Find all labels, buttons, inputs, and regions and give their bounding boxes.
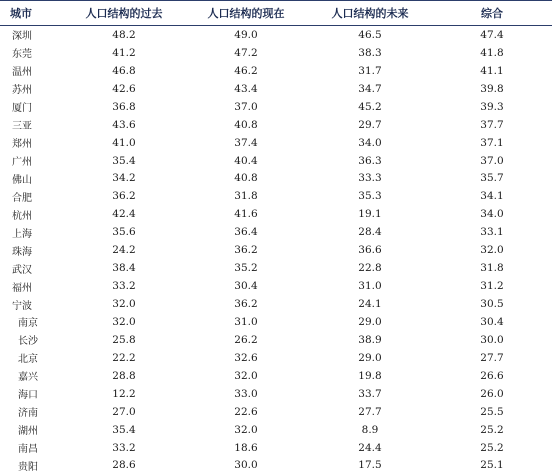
table-row xyxy=(0,439,552,457)
city-cell: 南京 xyxy=(18,318,38,330)
present-cell: 43.4 xyxy=(234,82,258,95)
city-cell: 郑州 xyxy=(12,139,32,151)
present-cell: 46.2 xyxy=(234,64,258,77)
future-cell: 33.3 xyxy=(358,172,382,185)
future-cell: 34.0 xyxy=(358,136,382,149)
table-row xyxy=(0,385,552,403)
overall-cell: 30.0 xyxy=(480,333,504,346)
past-cell: 27.0 xyxy=(112,405,136,418)
future-cell: 28.4 xyxy=(358,226,382,239)
header-past: 人口结构的过去 xyxy=(64,1,184,26)
table-row xyxy=(0,259,552,277)
overall-cell: 31.8 xyxy=(480,262,504,275)
header-future: 人口结构的未来 xyxy=(308,1,432,26)
city-cell: 湖州 xyxy=(18,426,38,438)
city-cell: 珠海 xyxy=(12,246,32,258)
city-cell: 三亚 xyxy=(12,121,32,133)
overall-cell: 32.0 xyxy=(480,244,504,257)
overall-cell: 33.1 xyxy=(480,226,504,239)
city-cell: 合肥 xyxy=(12,192,32,204)
table-row xyxy=(0,349,552,367)
past-cell: 35.4 xyxy=(112,423,136,436)
table-row xyxy=(0,403,552,421)
city-cell: 温州 xyxy=(12,67,32,79)
table-row xyxy=(0,26,552,44)
table-row xyxy=(0,62,552,80)
present-cell: 31.0 xyxy=(234,315,258,328)
table-row xyxy=(0,241,552,259)
table-row xyxy=(0,223,552,241)
city-cell: 苏州 xyxy=(12,85,32,97)
present-cell: 40.4 xyxy=(234,154,258,167)
overall-cell: 39.8 xyxy=(480,82,504,95)
city-cell: 嘉兴 xyxy=(18,372,38,384)
present-cell: 41.6 xyxy=(234,208,258,221)
past-cell: 33.2 xyxy=(112,280,136,293)
city-cell: 厦门 xyxy=(12,103,32,115)
table-row xyxy=(0,134,552,152)
future-cell: 46.5 xyxy=(358,28,382,41)
overall-cell: 30.5 xyxy=(480,298,504,311)
past-cell: 28.6 xyxy=(112,459,136,472)
future-cell: 22.8 xyxy=(358,262,382,275)
header-row xyxy=(0,1,552,26)
present-cell: 37.0 xyxy=(234,100,258,113)
header-overall: 综合 xyxy=(432,1,552,26)
future-cell: 38.3 xyxy=(358,46,382,59)
future-cell: 17.5 xyxy=(358,459,382,472)
city-cell: 长沙 xyxy=(18,336,38,348)
present-cell: 32.0 xyxy=(234,423,258,436)
past-cell: 25.8 xyxy=(112,333,136,346)
city-cell: 贵阳 xyxy=(18,461,38,473)
table-row xyxy=(0,277,552,295)
overall-cell: 25.2 xyxy=(480,441,504,454)
past-cell: 38.4 xyxy=(112,262,136,275)
past-cell: 28.8 xyxy=(112,369,136,382)
overall-cell: 39.3 xyxy=(480,100,504,113)
present-cell: 47.2 xyxy=(234,46,258,59)
past-cell: 48.2 xyxy=(112,28,136,41)
past-cell: 33.2 xyxy=(112,441,136,454)
table-header xyxy=(0,1,552,26)
past-cell: 36.2 xyxy=(112,190,136,203)
future-cell: 36.6 xyxy=(358,244,382,257)
table-row xyxy=(0,367,552,385)
future-cell: 45.2 xyxy=(358,100,382,113)
present-cell: 26.2 xyxy=(234,333,258,346)
future-cell: 19.1 xyxy=(358,208,382,221)
city-cell: 广州 xyxy=(12,157,32,169)
city-cell: 宁波 xyxy=(12,300,32,312)
table-row xyxy=(0,44,552,62)
city-cell: 海口 xyxy=(18,390,38,402)
table-row xyxy=(0,457,552,474)
overall-cell: 37.7 xyxy=(480,118,504,131)
future-cell: 24.1 xyxy=(358,298,382,311)
future-cell: 24.4 xyxy=(358,441,382,454)
present-cell: 30.0 xyxy=(234,459,258,472)
past-cell: 35.6 xyxy=(112,226,136,239)
overall-cell: 34.1 xyxy=(480,190,504,203)
present-cell: 36.4 xyxy=(234,226,258,239)
present-cell: 37.4 xyxy=(234,136,258,149)
future-cell: 29.0 xyxy=(358,315,382,328)
overall-cell: 41.8 xyxy=(480,46,504,59)
overall-cell: 35.7 xyxy=(480,172,504,185)
future-cell: 38.9 xyxy=(358,333,382,346)
past-cell: 42.6 xyxy=(112,82,136,95)
past-cell: 42.4 xyxy=(112,208,136,221)
present-cell: 36.2 xyxy=(234,244,258,257)
header-city: 城市 xyxy=(0,1,64,26)
table-row xyxy=(0,295,552,313)
table-row xyxy=(0,98,552,116)
present-cell: 22.6 xyxy=(234,405,258,418)
table-row xyxy=(0,116,552,134)
future-cell: 8.9 xyxy=(361,423,379,436)
overall-cell: 30.4 xyxy=(480,315,504,328)
future-cell: 29.0 xyxy=(358,351,382,364)
overall-cell: 47.4 xyxy=(480,28,504,41)
past-cell: 41.0 xyxy=(112,136,136,149)
city-cell: 杭州 xyxy=(12,210,32,222)
future-cell: 19.8 xyxy=(358,369,382,382)
past-cell: 34.2 xyxy=(112,172,136,185)
past-cell: 24.2 xyxy=(112,244,136,257)
past-cell: 46.8 xyxy=(112,64,136,77)
future-cell: 27.7 xyxy=(358,405,382,418)
table-row xyxy=(0,205,552,223)
table-row xyxy=(0,80,552,98)
future-cell: 31.7 xyxy=(358,64,382,77)
future-cell: 36.3 xyxy=(358,154,382,167)
present-cell: 33.0 xyxy=(234,387,258,400)
city-cell: 南昌 xyxy=(18,444,38,456)
future-cell: 33.7 xyxy=(358,387,382,400)
past-cell: 41.2 xyxy=(112,46,136,59)
city-cell: 福州 xyxy=(12,282,32,294)
past-cell: 36.8 xyxy=(112,100,136,113)
city-cell: 上海 xyxy=(12,228,32,240)
present-cell: 30.4 xyxy=(234,280,258,293)
overall-cell: 34.0 xyxy=(480,208,504,221)
city-cell: 深圳 xyxy=(12,31,32,43)
table-row xyxy=(0,421,552,439)
overall-cell: 37.1 xyxy=(480,136,504,149)
overall-cell: 25.1 xyxy=(480,459,504,472)
future-cell: 34.7 xyxy=(358,82,382,95)
table-body xyxy=(0,26,552,474)
present-cell: 18.6 xyxy=(234,441,258,454)
city-cell: 佛山 xyxy=(12,174,32,186)
future-cell: 29.7 xyxy=(358,118,382,131)
overall-cell: 27.7 xyxy=(480,351,504,364)
present-cell: 31.8 xyxy=(234,190,258,203)
present-cell: 32.0 xyxy=(234,369,258,382)
city-cell: 东莞 xyxy=(12,49,32,61)
table-row xyxy=(0,170,552,188)
overall-cell: 25.2 xyxy=(480,423,504,436)
past-cell: 22.2 xyxy=(112,351,136,364)
past-cell: 12.2 xyxy=(112,387,136,400)
future-cell: 35.3 xyxy=(358,190,382,203)
city-cell: 武汉 xyxy=(12,264,32,276)
table-row xyxy=(0,331,552,349)
past-cell: 32.0 xyxy=(112,298,136,311)
present-cell: 32.6 xyxy=(234,351,258,364)
overall-cell: 37.0 xyxy=(480,154,504,167)
overall-cell: 26.0 xyxy=(480,387,504,400)
city-cell: 济南 xyxy=(18,408,38,420)
past-cell: 35.4 xyxy=(112,154,136,167)
header-present: 人口结构的现在 xyxy=(184,1,308,26)
present-cell: 40.8 xyxy=(234,172,258,185)
present-cell: 36.2 xyxy=(234,298,258,311)
overall-cell: 26.6 xyxy=(480,369,504,382)
present-cell: 40.8 xyxy=(234,118,258,131)
overall-cell: 41.1 xyxy=(480,64,504,77)
past-cell: 32.0 xyxy=(112,315,136,328)
table-row xyxy=(0,187,552,205)
past-cell: 43.6 xyxy=(112,118,136,131)
overall-cell: 31.2 xyxy=(480,280,504,293)
present-cell: 49.0 xyxy=(234,28,258,41)
table-row xyxy=(0,152,552,170)
future-cell: 31.0 xyxy=(358,280,382,293)
present-cell: 35.2 xyxy=(234,262,258,275)
city-cell: 北京 xyxy=(18,354,38,366)
table-row xyxy=(0,313,552,331)
overall-cell: 25.5 xyxy=(480,405,504,418)
